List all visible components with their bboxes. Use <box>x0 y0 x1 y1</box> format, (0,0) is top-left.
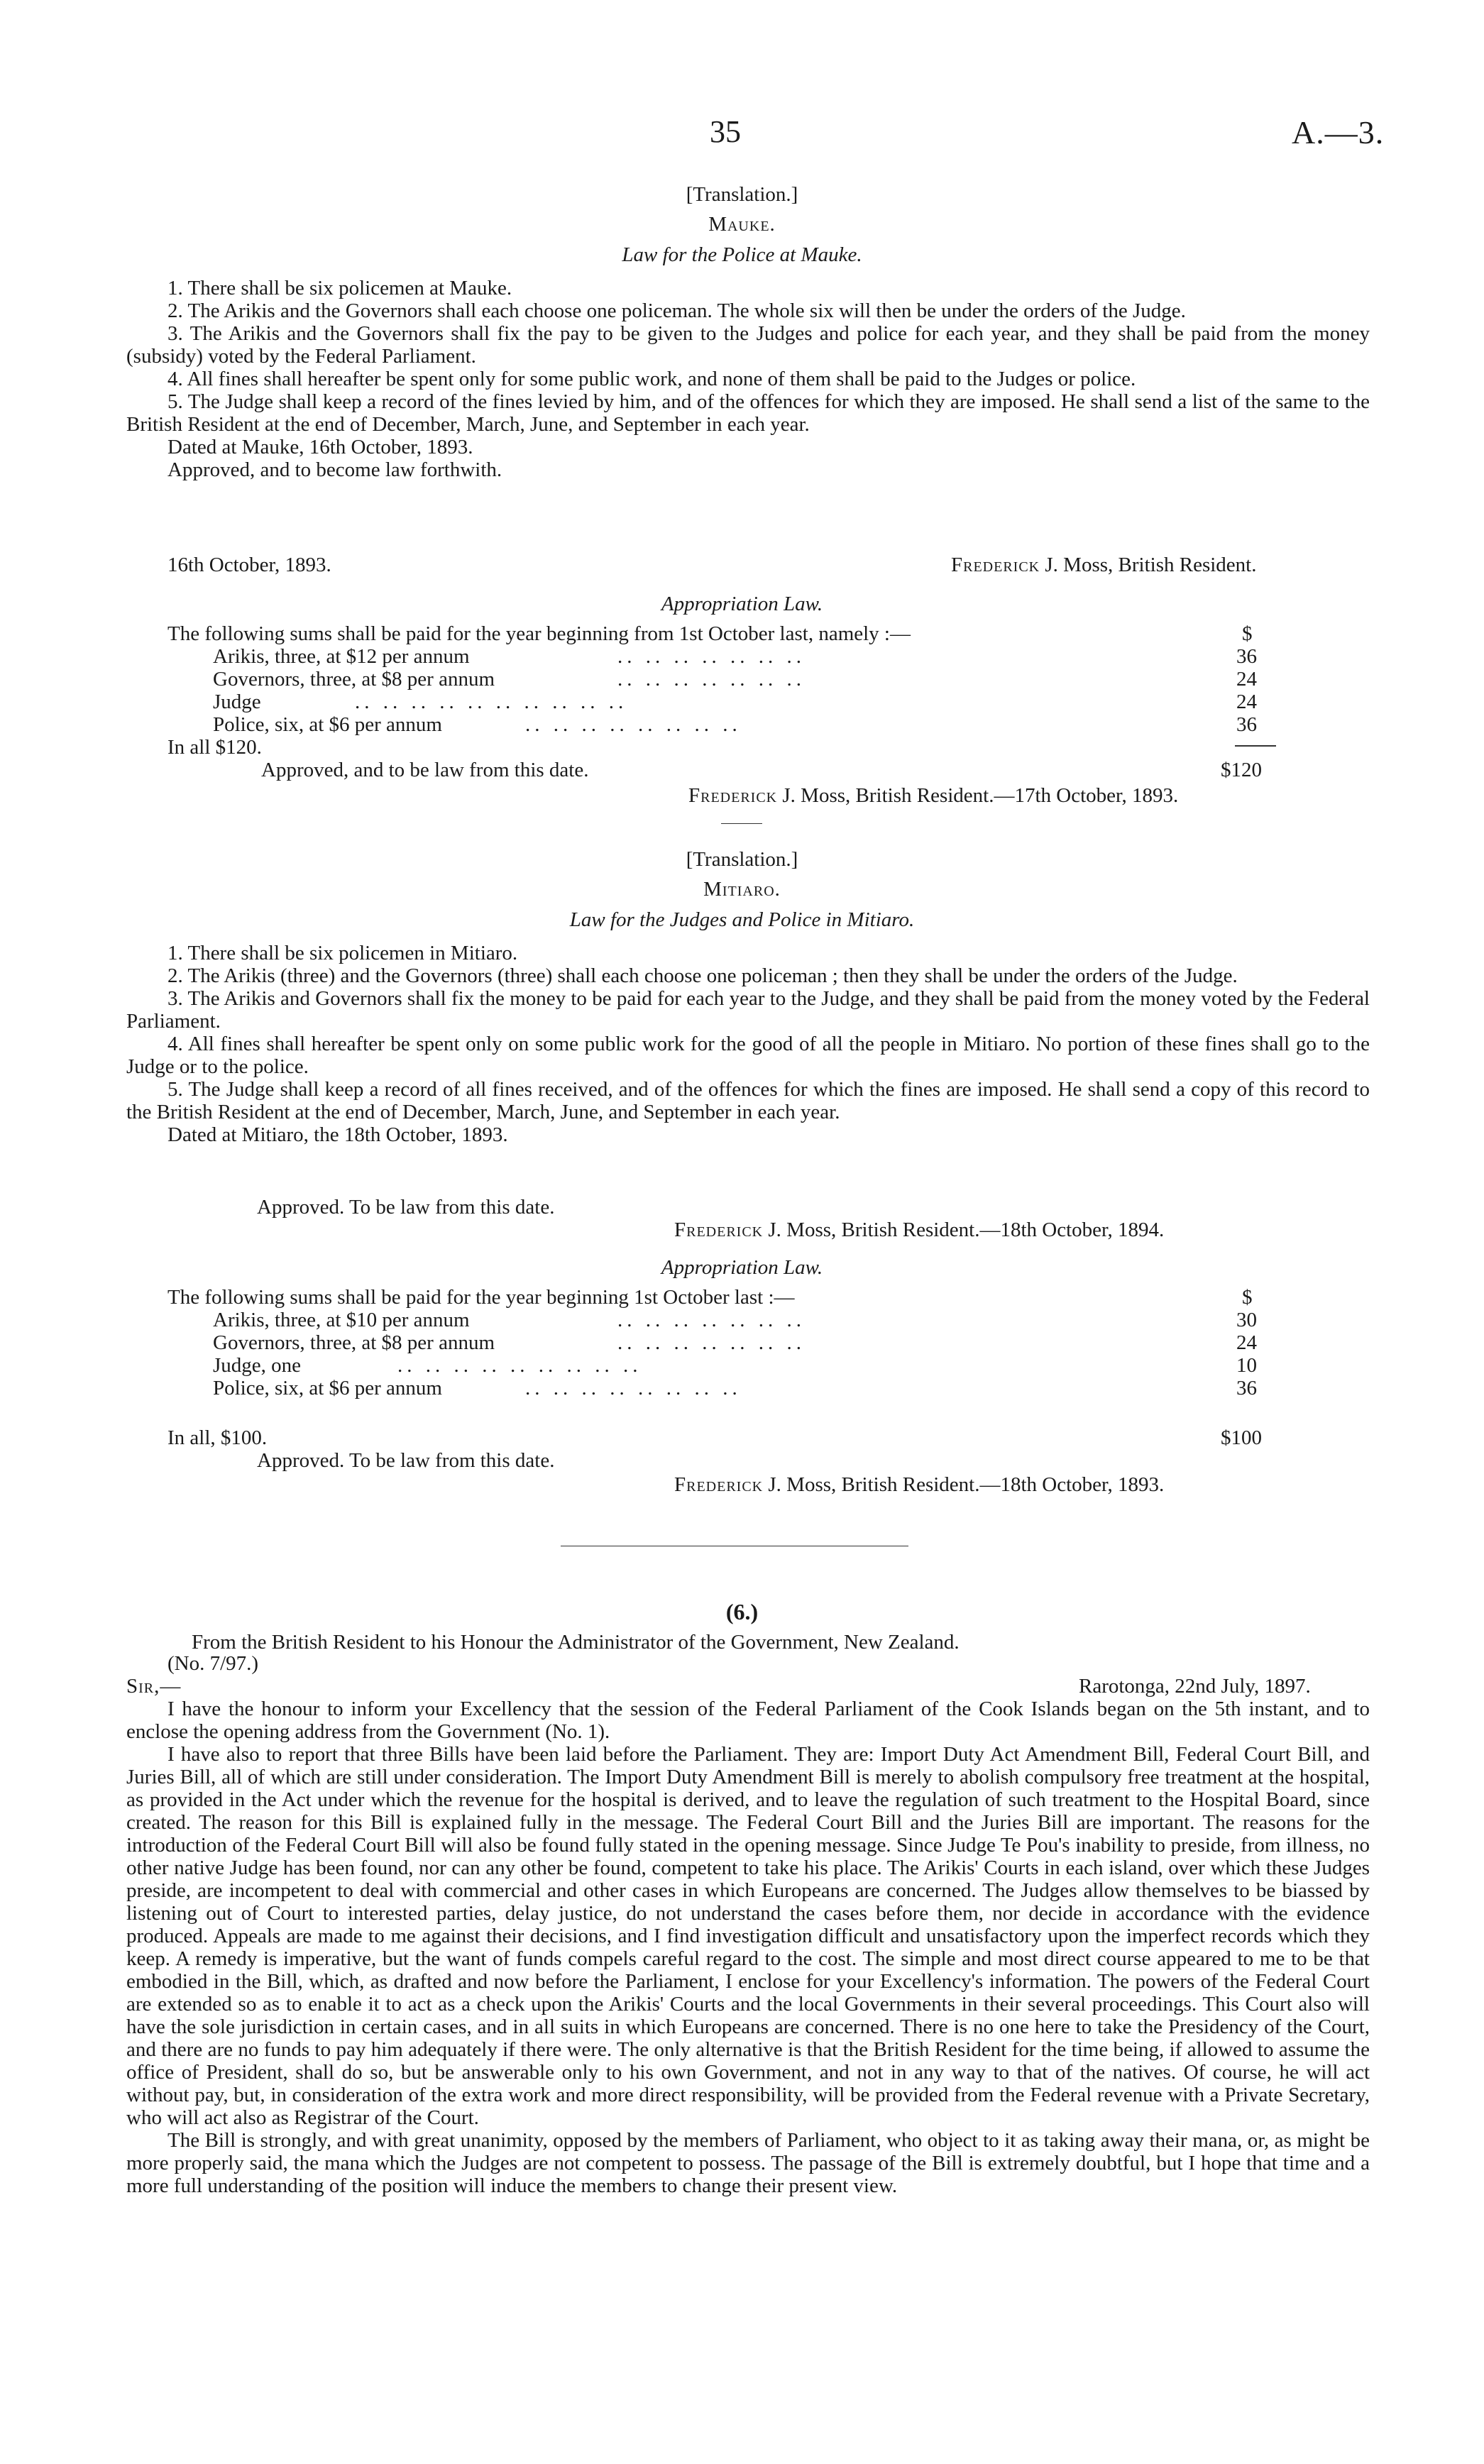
signature <box>688 784 1178 807</box>
leader-dots: .. .. .. .. .. .. .. <box>617 1309 806 1331</box>
letter-paragraph: The Bill is strongly, and with great unanimity, opposed by the members of Parliament, who object to it as taking away their mana, or, as might be more properly said, the mana which the Judges are not competent to possess. The passage of the Bill is extremely doubtful, but I hope that time and a more full understanding of the position will induce the members to change their present view. <box>126 2129 1370 2197</box>
appropriation-item-amount: 30 <box>1236 1309 1257 1331</box>
clause: 5. The Judge shall keep a record of all fines received, and of the offences for which the fines are imposed. He shall send a copy of this record to the British Resident at the end of December, March, June, and September in each year. <box>126 1078 1370 1123</box>
appropriation-item-label: Arikis, three, at $12 per annum <box>213 645 470 668</box>
currency-symbol: $ <box>1242 1286 1253 1309</box>
clause: 1. There shall be six policemen in Mitiaro. <box>167 942 518 964</box>
mauke-clauses <box>126 277 1370 481</box>
document-reference: A.—3. <box>1292 114 1385 150</box>
clause: 3. The Arikis and the Governors shall fix the pay to be given to the Judges and police for each year, and they shall be paid from the money (subsidy) voted by the Federal Parliament. <box>126 322 1370 368</box>
appropriation-total: $100 <box>1221 1426 1262 1449</box>
mitiaro-appropriation-title: Appropriation Law. <box>661 1256 823 1279</box>
signature-name: Frederick <box>951 554 1040 576</box>
clause: 4. All fines shall hereafter be spent only for some public work, and none of them shall be paid to the Judges or police. <box>167 368 1136 390</box>
clause: 2. The Arikis and the Governors shall each choose one policeman. The whole six will then be under the orders of the Judge. <box>167 299 1186 322</box>
appropriation-item-amount: 24 <box>1236 668 1257 691</box>
mitiaro-place-heading: Mitiaro. <box>703 878 781 901</box>
page-number: 35 <box>710 114 741 149</box>
mauke-translation-label: [Translation.] <box>686 183 798 206</box>
clause: 5. The Judge shall keep a record of the fines levied by him, and of the offences for which they are imposed. He shall send a list of the same to the British Resident at the end of December, March, June, and September in each year. <box>126 390 1370 436</box>
salutation: Sir,— <box>126 1675 182 1698</box>
clause: 2. The Arikis (three) and the Governors (three) shall each choose one policeman ; then they shall be under the orders of the Judge. <box>167 964 1238 987</box>
appropriation-item-amount: 36 <box>1236 645 1257 668</box>
approved-date: 16th October, 1893. <box>167 554 331 576</box>
letter-paragraph: I have also to report that three Bills have been laid before the Parliament. They are: Import Duty Act Amendment Bill, Federal Court Bill, and Juries Bill, all of which are still under consideration. The Import Duty Amendment Bill is merely to abolish compulsory free treatment at the hospital, as provided in the Act under which the revenue for the hospital is derived, and to leave the regulation of such treatment to the Hospital Board, since created. The reason for this Bill is explained fully in the message. The Federal Court Bill and the Juries Bill are important. The reasons for the introduction of the Federal Court Bill will also be found fully stated in the opening message. Since Judge Te Pou's inability to preside, from illness, no other native Judge has been found, nor can any other be found, competent to take his place. The Arikis' Courts in each island, over which these Judges preside, are incompetent to deal with commercial and other cases in which Europeans are concerned. The Judges allow themselves to be biassed by listening out of Court to interested parties, delay justice, do not understand the cases before them, nor decide in accordance with the evidence produced. Appeals are made to me against their decisions, and I find investigation difficult and unsatisfactory upon the imperfect records which they keep. A remedy is imperative, but the want of funds compels careful regard to the cost. The simple and most direct course appeared to me to be that embodied in the Bill, which, as drafted and now before the Parliament, I enclose for your Excellency's information. The powers of the Federal Court are extended so as to enable it to act as a check upon the Arikis' Courts and the local Governments in their several proceedings. This Court also will have the sole jurisdiction in certain cases, and in all suits in which Europeans are concerned. There is no one here to take the Presidency of the Court, and there are no funds to pay him adequately if there were. The only alternative is that the British Resident for the time being, if allowed to assume the office of President, shall do so, but be answerable only to his own Government, and not in any way to that of the natives. Of course, he will act without pay, but, in consideration of the extra work and more direct responsibility, will be provided from the Federal revenue with a Private Secretary, who will act also as Registrar of the Court. <box>126 1743 1370 2129</box>
appropriation-item-amount: 24 <box>1236 691 1257 713</box>
appropriation-approved: Approved, and to be law from this date. <box>261 759 589 781</box>
section-divider <box>721 823 762 824</box>
in-all: In all $120. <box>167 736 262 759</box>
signature <box>951 554 1256 576</box>
letter-paragraph: I have the honour to inform your Excellency that the session of the Federal Parliament of the Cook Islands began on the 5th instant, and to enclose the opening address from the Government (No. 1). <box>126 1698 1370 1743</box>
signature-rest: J. Moss, British Resident.—18th October, 1894. <box>768 1219 1165 1241</box>
mitiaro-law-title: Law for the Judges and Police in Mitiaro. <box>569 908 915 931</box>
mauke-place-heading: Mauke. <box>708 213 776 236</box>
signature <box>674 1219 1164 1241</box>
mauke-appropriation-title: Appropriation Law. <box>661 593 823 615</box>
signature-rest: J. Moss, British Resident. <box>1045 554 1257 576</box>
appropriation-item-label: Judge, one <box>213 1354 302 1377</box>
appropriation-intro: The following sums shall be paid for the year beginning 1st October last :— <box>167 1286 795 1309</box>
appropriation-approved: Approved. To be law from this date. <box>257 1449 555 1472</box>
clause: 3. The Arikis and Governors shall fix the money to be paid for each year to the Judge, and they shall be paid from the money voted by the Federal Parliament. <box>126 987 1370 1033</box>
appropriation-item-label: Governors, three, at $8 per annum <box>213 668 495 691</box>
appropriation-total: $120 <box>1221 759 1262 781</box>
leader-dots: .. .. .. .. .. .. .. <box>617 645 806 668</box>
approved-line: Approved. To be law from this date. <box>257 1196 555 1219</box>
letter-reference-number: (No. 7/97.) <box>167 1652 259 1675</box>
clause: 4. All fines shall hereafter be spent only on some public work for the good of all the people in Mitiaro. No portion of these fines shall go to the Judge or to the police. <box>126 1033 1370 1078</box>
dated-line: Dated at Mitiaro, the 18th October, 1893. <box>167 1123 508 1146</box>
leader-dots: .. .. .. .. .. .. .. .. <box>525 1377 742 1399</box>
signature-rest: J. Moss, British Resident.—18th October, 1893. <box>768 1473 1165 1496</box>
appropriation-item-label: Governors, three, at $8 per annum <box>213 1331 495 1354</box>
letter-body <box>126 1698 1370 2197</box>
signature-name: Frederick <box>674 1219 764 1241</box>
clause: 1. There shall be six policemen at Mauke. <box>167 277 512 299</box>
appropriation-item-amount: 10 <box>1236 1354 1257 1377</box>
approved-line: Approved, and to become law forthwith. <box>167 458 502 481</box>
appropriation-intro: The following sums shall be paid for the year beginning from 1st October last, namely :— <box>167 622 911 645</box>
leader-dots: .. .. .. .. .. .. .. .. .. <box>397 1354 642 1377</box>
mitiaro-clauses <box>126 942 1370 1146</box>
sum-rule <box>1235 745 1276 747</box>
appropriation-item-label: Judge <box>213 691 261 713</box>
in-all: In all, $100. <box>167 1426 268 1449</box>
appropriation-item-amount: 36 <box>1236 713 1257 736</box>
appropriation-item-label: Arikis, three, at $10 per annum <box>213 1309 470 1331</box>
mitiaro-translation-label: [Translation.] <box>686 848 798 871</box>
leader-dots: .. .. .. .. .. .. .. .. .. .. <box>355 691 628 713</box>
letter-from-line: From the British Resident to his Honour the Administrator of the Government, New Zealand. <box>192 1631 960 1654</box>
appropriation-item-label: Police, six, at $6 per annum <box>213 1377 442 1399</box>
leader-dots: .. .. .. .. .. .. .. .. <box>525 713 742 736</box>
signature-name: Frederick <box>674 1473 764 1496</box>
leader-dots: .. .. .. .. .. .. .. <box>617 668 806 691</box>
signature-rest: J. Moss, British Resident.—17th October, 1893. <box>782 784 1179 807</box>
mauke-law-title: Law for the Police at Mauke. <box>622 243 862 266</box>
signature-name: Frederick <box>688 784 778 807</box>
appropriation-item-amount: 36 <box>1236 1377 1257 1399</box>
currency-symbol: $ <box>1242 622 1253 645</box>
appropriation-item-amount: 24 <box>1236 1331 1257 1354</box>
appropriation-item-label: Police, six, at $6 per annum <box>213 713 442 736</box>
signature <box>674 1473 1164 1496</box>
letter-place-date: Rarotonga, 22nd July, 1897. <box>1079 1675 1311 1698</box>
leader-dots: .. .. .. .. .. .. .. <box>617 1331 806 1354</box>
dated-line: Dated at Mauke, 16th October, 1893. <box>167 436 473 458</box>
letter-number: (6.) <box>725 1599 759 1624</box>
